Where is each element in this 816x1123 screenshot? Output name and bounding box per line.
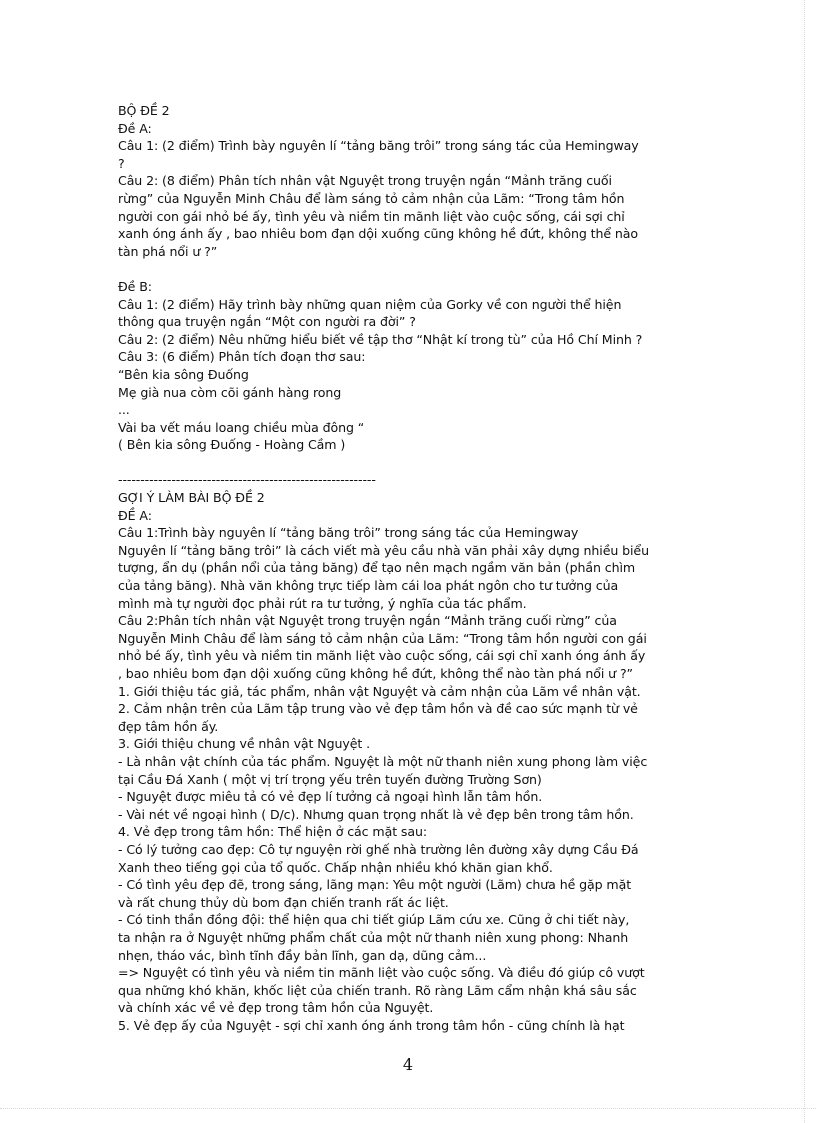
text-line: tại Cầu Đá Xanh ( một vị trí trọng yếu trên tuyến đường Trường Sơn) bbox=[118, 771, 542, 787]
text-line: 2. Cảm nhận trên của Lãm tập trung vào vẻ đẹp tâm hồn và đề cao sức mạnh từ vẻ bbox=[118, 701, 638, 717]
text-line: Câu 1:Trình bày nguyên lí “tảng băng trôi” trong sáng tác của Hemingway bbox=[118, 525, 579, 541]
text-line: Câu 2: (8 điểm) Phân tích nhân vật Nguyệt trong truyện ngắn “Mảnh trăng cuối bbox=[118, 173, 612, 189]
text-line: nhẹn, tháo vác, bình tĩnh đầy bản lĩnh, gan dạ, dũng cảm... bbox=[118, 947, 487, 963]
text-line: 3. Giới thiệu chung về nhân vật Nguyệt . bbox=[118, 736, 371, 752]
page-right-border bbox=[804, 0, 805, 1123]
text-line: Xanh theo tiếng gọi của tổ quốc. Chấp nhận nhiều khó khăn gian khổ. bbox=[118, 859, 553, 875]
text-line: GỢI Ý LÀM BÀI BỘ ĐỀ 2 bbox=[118, 490, 265, 506]
text-line: - Là nhân vật chính của tác phẩm. Nguyệt là một nữ thanh niên xung phong làm việc bbox=[118, 753, 648, 769]
text-line: - Nguyệt được miêu tả có vẻ đẹp lí tưởng cả ngoại hình lẫn tâm hồn. bbox=[118, 789, 543, 805]
text-line: Nguyên lí “tảng băng trôi” là cách viết mà yêu cầu nhà văn phải xây dựng nhiều biểu bbox=[118, 542, 649, 558]
text-line: 5. Vẻ đẹp ấy của Nguyệt - sợi chỉ xanh óng ánh trong tâm hồn - cũng chính là hạt bbox=[118, 1017, 625, 1033]
text-line: ( Bên kia sông Đuống - Hoàng Cầm ) bbox=[118, 437, 346, 453]
text-line: đẹp tâm hồn ấy. bbox=[118, 718, 219, 734]
text-line: BỘ ĐỀ 2 bbox=[118, 103, 170, 118]
text-line: ta nhận ra ở Nguyệt những phẩm chất của một nữ thanh niên xung phong: Nhanh bbox=[118, 929, 629, 945]
text-line: 1. Giới thiệu tác giả, tác phẩm, nhân vật Nguyệt và cảm nhận của Lãm về nhân vật. bbox=[118, 683, 641, 699]
text-line: xanh óng ánh ấy , bao nhiêu bom đạn dội xuống cũng không hề đứt, không thể nào bbox=[118, 226, 639, 242]
text-line: Nguyễn Minh Châu để làm sáng tỏ cảm nhận của Lãm: “Trong tâm hồn người con gái bbox=[118, 630, 647, 646]
text-line: Mẹ già nua còm cõi gánh hàng rong bbox=[118, 384, 342, 400]
page-number: 4 bbox=[402, 1055, 414, 1074]
blank-line bbox=[118, 260, 718, 278]
text-line: của tảng băng). Nhà văn không trực tiếp làm cái loa phát ngôn cho tư tưởng của bbox=[118, 578, 619, 594]
text-line: Câu 2:Phân tích nhân vật Nguyệt trong truyện ngắn “Mảnh trăng cuối rừng” của bbox=[118, 613, 617, 629]
blank-line bbox=[118, 454, 718, 472]
text-line: ... bbox=[118, 402, 130, 418]
text-line: thông qua truyện ngắn “Một con người ra đời” ? bbox=[118, 314, 416, 330]
text-line: ---------------------------------------------------------- bbox=[118, 472, 376, 488]
text-line: Đề A: bbox=[118, 120, 152, 136]
text-line: => Nguyệt có tình yêu và niềm tin mãnh liệt vào cuộc sống. Và điều đó giúp cô vượt bbox=[118, 965, 645, 981]
text-line: ĐỀ A: bbox=[118, 507, 152, 523]
text-line: người con gái nhỏ bé ấy, tình yêu và niềm tin mãnh liệt vào cuộc sống, cái sợi chỉ bbox=[118, 208, 625, 224]
text-line: - Vài nét về ngoại hình ( D/c). Nhưng quan trọng nhất là vẻ đẹp bên trong tâm hồn. bbox=[118, 806, 634, 822]
text-line: mình mà tự người đọc phải rút ra tư tưởng, ý nghĩa của tác phẩm. bbox=[118, 595, 527, 611]
text-line: - Có tinh thần đồng đội: thể hiện qua chi tiết giúp Lãm cứu xe. Cũng ở chi tiết này, bbox=[118, 912, 630, 928]
text-line: qua những khó khăn, khốc liệt của chiến tranh. Rõ ràng Lãm cẩm nhận khá sâu sắc bbox=[118, 982, 637, 998]
text-line: Câu 1: (2 điểm) Hãy trình bày những quan niệm của Gorky về con người thể hiện bbox=[118, 296, 622, 312]
text-line: và rất chung thủy dù bom đạn chiến tranh rất ác liệt. bbox=[118, 894, 449, 910]
text-line: Câu 2: (2 điểm) Nêu những hiểu biết về tập thơ “Nhật kí trong tù” của Hồ Chí Minh ? bbox=[118, 331, 643, 347]
text-line: nhỏ bé ấy, tình yêu và niềm tin mãnh liệt vào cuộc sống, cái sợi chỉ xanh óng ánh ấy bbox=[118, 648, 646, 664]
text-line: Đề B: bbox=[118, 278, 152, 294]
text-line: Vài ba vết máu loang chiều mùa đông “ bbox=[118, 419, 365, 435]
text-line: Câu 1: (2 điểm) Trình bày nguyên lí “tảng băng trôi” trong sáng tác của Hemingway bbox=[118, 138, 639, 154]
text-line: “Bên kia sông Đuống bbox=[118, 366, 249, 382]
text-line: , bao nhiêu bom đạn dội xuống cũng không hề đứt, không thể nào tàn phá nổi ư ?” bbox=[118, 666, 633, 681]
text-line: tàn phá nổi ư ?” bbox=[118, 243, 218, 259]
text-line: rừng” của Nguyễn Minh Châu để làm sáng tỏ cảm nhận của Lãm: “Trong tâm hồn bbox=[118, 190, 625, 206]
text-line: Câu 3: (6 điểm) Phân tích đoạn thơ sau: bbox=[118, 349, 366, 365]
text-line: tượng, ẩn dụ (phần nổi của tảng băng) để tạo nên mạch ngầm văn bản (phần chìm bbox=[118, 560, 636, 576]
document-body bbox=[118, 102, 718, 1034]
text-line: - Có lý tưởng cao đẹp: Cô tự nguyện rời ghế nhà trường lên đường xây dựng Cầu Đá bbox=[118, 841, 639, 857]
text-line: ? bbox=[118, 155, 125, 171]
page-bottom-border bbox=[0, 1108, 816, 1109]
text-line: và chính xác về vẻ đẹp trong tâm hồn của Nguyệt. bbox=[118, 1000, 434, 1016]
text-line: 4. Vẻ đẹp trong tâm hồn: Thể hiện ở các mặt sau: bbox=[118, 824, 428, 840]
text-line: - Có tình yêu đẹp đẽ, trong sáng, lãng mạn: Yêu một người (Lãm) chưa hề gặp mặt bbox=[118, 877, 632, 893]
